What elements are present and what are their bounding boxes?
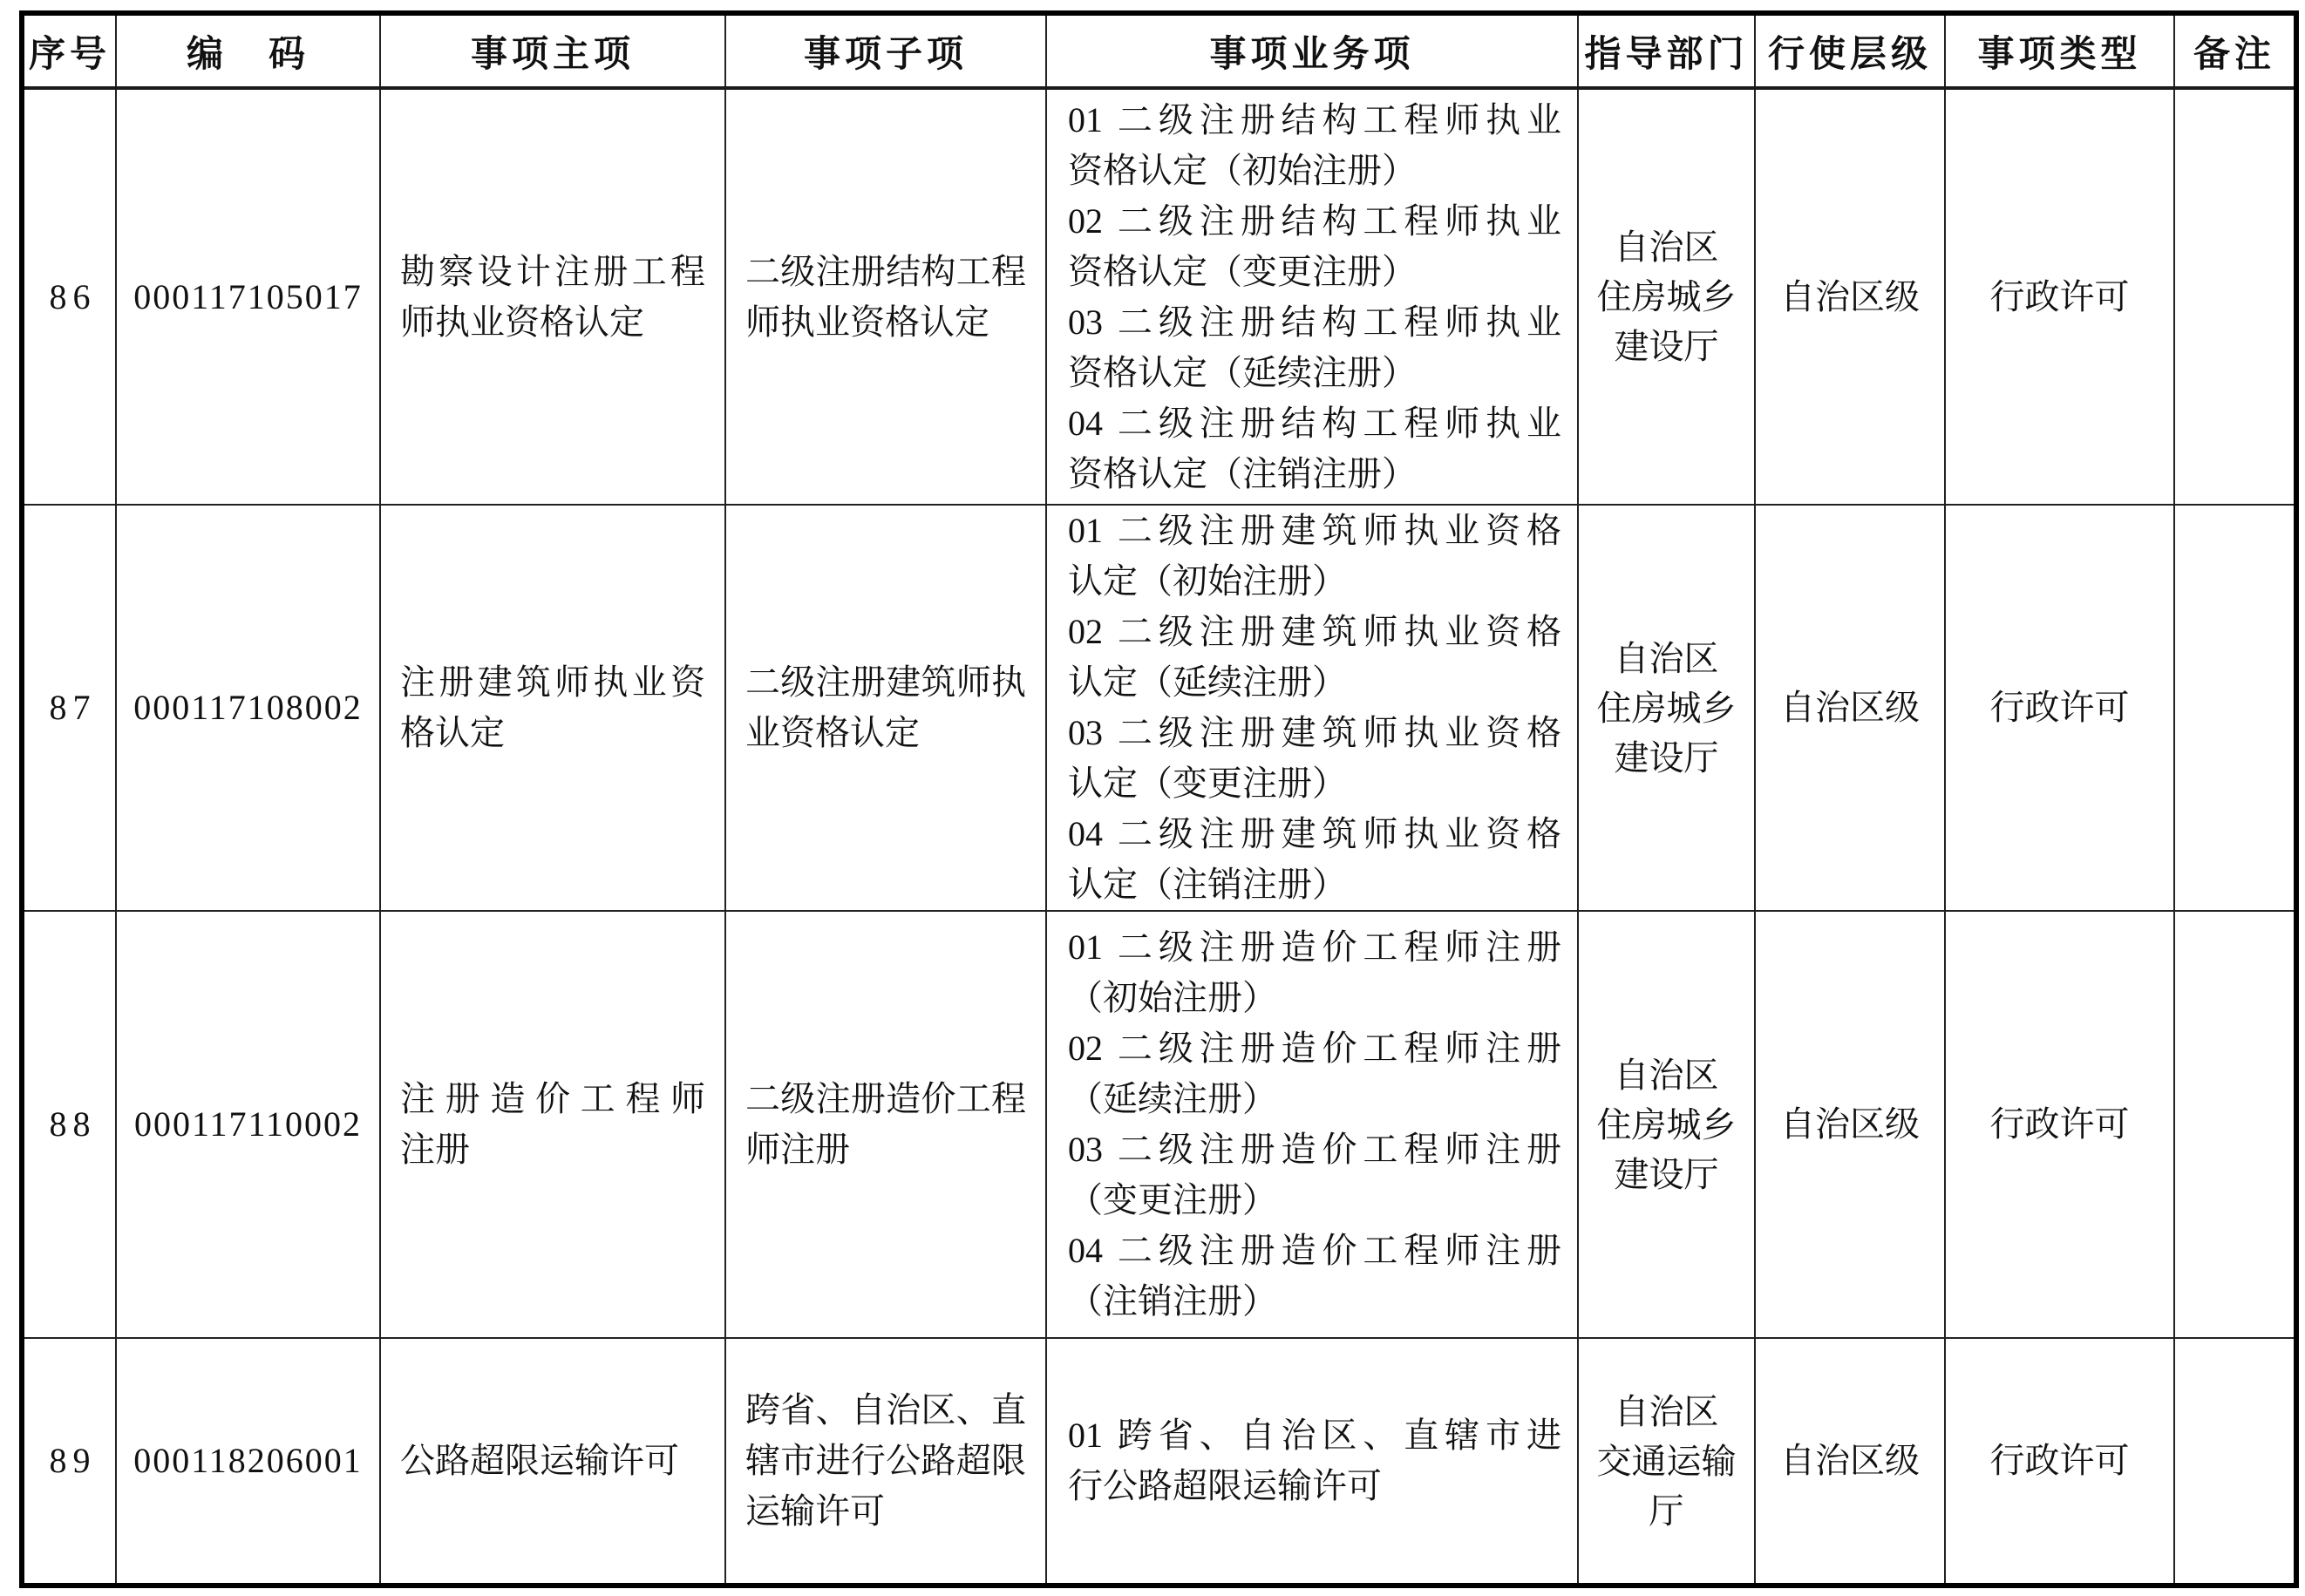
text-line: 认定（注销注册） — [1068, 865, 1347, 904]
cell-code: 000117105017 — [116, 88, 380, 505]
cell-type: 行政许可 — [1945, 1338, 2174, 1586]
cell-code: 000118206001 — [116, 1338, 380, 1586]
text-line: 资格认定（初始注册） — [1068, 150, 1417, 190]
col-header-business: 事项业务项 — [1046, 13, 1578, 88]
col-header-remark: 备注 — [2174, 13, 2296, 88]
cell-remark — [2174, 505, 2296, 911]
business-item — [1068, 398, 1561, 499]
text-line: 注册建筑师执业资 — [400, 662, 705, 702]
text-line: （注销注册） — [1068, 1281, 1277, 1321]
cell-business-items — [1046, 1338, 1578, 1586]
business-item — [1068, 196, 1561, 297]
cell-sub-item — [725, 505, 1046, 911]
approval-items-table — [19, 10, 2299, 1588]
text-line: 二级注册结构工程 — [745, 251, 1026, 291]
cell-main-item — [380, 1338, 725, 1586]
table-row — [22, 1338, 2296, 1586]
text-line: 师执业资格认定 — [400, 302, 644, 342]
text-line: 住房城乡 — [1596, 1104, 1737, 1144]
cell-code: 000117110002 — [116, 911, 380, 1338]
cell-level: 自治区级 — [1755, 88, 1945, 505]
text-line: 01 二级注册结构工程师执业 — [1068, 99, 1561, 139]
text-line: 行公路超限运输许可 — [1068, 1466, 1382, 1505]
business-item — [1068, 809, 1561, 910]
cell-department — [1578, 88, 1755, 505]
text-line: 二级注册建筑师执 — [745, 662, 1026, 702]
table-row — [22, 505, 2296, 911]
col-header-type: 事项类型 — [1945, 13, 2174, 88]
text-line: 公路超限运输许可 — [400, 1441, 679, 1480]
cell-serial: 88 — [22, 911, 116, 1338]
business-item — [1068, 607, 1561, 708]
text-line: 勘察设计注册工程 — [400, 251, 705, 291]
col-header-level: 行使层级 — [1755, 13, 1945, 88]
table-row — [22, 911, 2296, 1338]
text-line: 自治区 — [1614, 638, 1719, 678]
cell-main-item — [380, 911, 725, 1338]
text-line: 辖市进行公路超限 — [745, 1441, 1026, 1480]
cell-serial: 86 — [22, 88, 116, 505]
col-header-department: 指导部门 — [1578, 13, 1755, 88]
text-line: 认定（初始注册） — [1068, 561, 1347, 601]
cell-remark — [2174, 88, 2296, 505]
text-line: 02 二级注册结构工程师执业 — [1068, 200, 1561, 241]
text-line: 格认定 — [400, 713, 505, 752]
text-line: （延续注册） — [1068, 1079, 1277, 1118]
text-line: 认定（延续注册） — [1068, 662, 1347, 702]
cell-main-item — [380, 88, 725, 505]
business-item — [1068, 1124, 1561, 1226]
text-line: （变更注册） — [1068, 1180, 1277, 1219]
text-line: 注册 — [400, 1130, 470, 1169]
cell-type: 行政许可 — [1945, 88, 2174, 505]
text-line: 自治区 — [1614, 1391, 1719, 1431]
text-line: 01 二级注册建筑师执业资格 — [1068, 511, 1561, 550]
cell-business-items — [1046, 505, 1578, 911]
cell-sub-item — [725, 911, 1046, 1338]
text-line: 04 二级注册结构工程师执业 — [1068, 403, 1561, 443]
cell-level: 自治区级 — [1755, 1338, 1945, 1586]
cell-business-items — [1046, 88, 1578, 505]
cell-type: 行政许可 — [1945, 505, 2174, 911]
text-line: 建设厅 — [1614, 327, 1719, 366]
business-item — [1068, 922, 1561, 1023]
business-item — [1068, 708, 1561, 809]
text-line: 自治区 — [1614, 228, 1719, 267]
cell-code: 000117108002 — [116, 505, 380, 911]
cell-sub-item — [725, 88, 1046, 505]
text-line: 住房城乡 — [1596, 688, 1737, 728]
business-item — [1068, 506, 1561, 607]
text-line: 02 二级注册建筑师执业资格 — [1068, 612, 1561, 651]
text-line: 建设厅 — [1614, 1154, 1719, 1194]
text-line: 资格认定（变更注册） — [1068, 251, 1417, 291]
cell-level: 自治区级 — [1755, 911, 1945, 1338]
header-row — [22, 13, 2296, 88]
text-line: 03 二级注册结构工程师执业 — [1068, 302, 1561, 342]
text-line: 04 二级注册建筑师执业资格 — [1068, 814, 1561, 853]
text-line: 资格认定（延续注册） — [1068, 352, 1417, 392]
cell-type: 行政许可 — [1945, 911, 2174, 1338]
cell-sub-item — [725, 1338, 1046, 1586]
text-line: 03 二级注册建筑师执业资格 — [1068, 713, 1561, 752]
text-line: 住房城乡 — [1596, 277, 1737, 316]
text-line: 建设厅 — [1614, 737, 1719, 778]
cell-department — [1578, 911, 1755, 1338]
cell-remark — [2174, 1338, 2296, 1586]
col-header-sub-item: 事项子项 — [725, 13, 1046, 88]
table-row — [22, 88, 2296, 505]
text-line: 02 二级注册造价工程师注册 — [1068, 1029, 1561, 1068]
text-line: 二级注册造价工程 — [745, 1079, 1026, 1118]
business-item — [1068, 1226, 1561, 1327]
text-line: 运输许可 — [745, 1491, 885, 1531]
text-line: 师执业资格认定 — [745, 302, 989, 342]
text-line: （初始注册） — [1068, 978, 1277, 1017]
col-header-main-item: 事项主项 — [380, 13, 725, 88]
text-line: 资格认定（注销注册） — [1068, 453, 1417, 493]
text-line: 交通运输厅 — [1596, 1441, 1737, 1531]
col-header-code: 编 码 — [116, 13, 380, 88]
text-line: 自治区 — [1614, 1055, 1719, 1095]
text-line: 03 二级注册造价工程师注册 — [1068, 1130, 1561, 1169]
business-item — [1068, 95, 1561, 196]
cell-remark — [2174, 911, 2296, 1338]
cell-serial: 87 — [22, 505, 116, 911]
business-item — [1068, 297, 1561, 398]
cell-serial: 89 — [22, 1338, 116, 1586]
text-line: 01 二级注册造价工程师注册 — [1068, 927, 1561, 967]
text-line: 跨省、自治区、直 — [745, 1390, 1026, 1430]
text-line: 01 跨省、自治区、直辖市进 — [1068, 1416, 1561, 1455]
text-line: 师注册 — [745, 1130, 850, 1169]
business-item — [1068, 1410, 1561, 1511]
text-line: 认定（变更注册） — [1068, 764, 1347, 803]
cell-department — [1578, 505, 1755, 911]
cell-level: 自治区级 — [1755, 505, 1945, 911]
business-item — [1068, 1023, 1561, 1124]
cell-business-items — [1046, 911, 1578, 1338]
cell-main-item — [380, 505, 725, 911]
cell-department — [1578, 1338, 1755, 1586]
text-line: 注册造价工程师 — [400, 1079, 705, 1118]
text-line: 业资格认定 — [745, 713, 920, 752]
text-line: 04 二级注册造价工程师注册 — [1068, 1231, 1561, 1270]
col-header-serial: 序号 — [22, 13, 116, 88]
